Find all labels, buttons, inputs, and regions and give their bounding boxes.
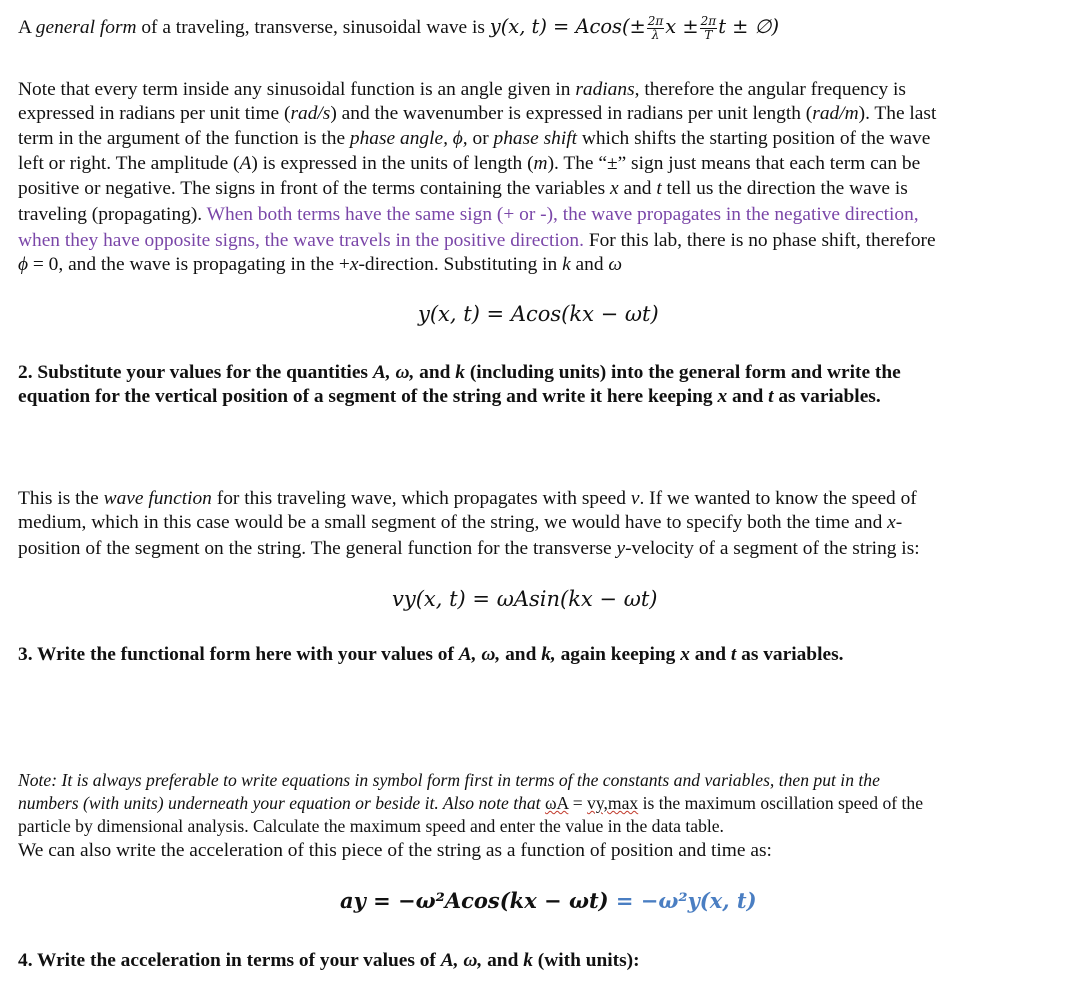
paragraph1-line7: when they have opposite signs, the wave travels in the positive direction. For this lab, there is no phase shift, therefore (18, 230, 936, 251)
velocity-equation: vy(x, t) = ωAsin(kx − ωt) (392, 587, 658, 611)
general-form-term: general form (35, 17, 137, 38)
paragraph1-line6: traveling (propagating). When both terms have the same sign (+ or -), the wave propagates in the negative direction, (18, 204, 919, 225)
wave-function-equation: y(x, t) = Acos(kx − ωt) (418, 302, 659, 326)
question2-line2: equation for the vertical position of a segment of the string and write it here keeping x and t as variables. (18, 386, 881, 407)
acceleration-equation: ay = −ω²Acos(kx − ωt) = −ω²y(x, t) (340, 888, 757, 913)
general-formula: y(x, t) = Acos(± $\frac{2\pi}{\lambda}$ x ± $\frac{2\pi}{T}$ t ± ∅) (489, 13, 780, 42)
paragraph2-line3: position of the segment on the string. The general function for the transverse y-velocity of a segment of the string is: (18, 538, 920, 559)
fraction-2pi-lambda: $\frac{2\pi}{\lambda}$ (647, 13, 664, 42)
paragraph1-line1: Note that every term inside any sinusoidal function is an angle given in radians, therefore the angular frequency is (18, 79, 906, 100)
paragraph1-line8: ϕ = 0, and the wave is propagating in the +x-direction. Substituting in k and ω (18, 254, 623, 275)
paragraph2-line1: This is the wave function for this traveling wave, which propagates with speed v. If we wanted to know the speed of (18, 488, 917, 509)
note-line4: We can also write the acceleration of this piece of the string as a function of position and time as: (18, 840, 772, 861)
paragraph1-line2: expressed in radians per unit time (rad/s) and the wavenumber is expressed in radians per unit length (rad/m). The last (18, 103, 937, 124)
note-line1: Note: It is always preferable to write equations in symbol form first in terms of the constants and variables, then put in the (18, 770, 880, 790)
question2-line1: 2. Substitute your values for the quantities A, ω, and k (including units) into the general form and write the (18, 362, 901, 383)
note-line3: particle by dimensional analysis. Calculate the maximum speed and enter the value in the data table. (18, 816, 724, 836)
paragraph2-line2: medium, which in this case would be a small segment of the string, we would have to specify both the time and x- (18, 512, 903, 533)
fraction-2pi-T: $\frac{2\pi}{T}$ (700, 13, 717, 42)
question4-line1: 4. Write the acceleration in terms of your values of A, ω, and k (with units): (18, 950, 640, 971)
direction-rule-highlight: When both terms have the same sign (+ or -), the wave propagates in the negative direction, (206, 204, 919, 225)
paragraph1-line5: positive or negative. The signs in front of the terms containing the variables x and t tell us the direction the wave is (18, 178, 908, 199)
paragraph1-line3: term in the argument of the function is the phase angle, ϕ, or phase shift which shifts the starting position of the wave (18, 128, 931, 149)
intro-line: A general form of a traveling, transverse, sinusoidal wave is y(x, t) = Acos(± $\frac{2\pi}{\lambda}$ x ± $\frac{2\pi}{T}$ t ± ∅) (18, 13, 780, 42)
question3-line1: 3. Write the functional form here with your values of A, ω, and k, again keeping x and t as variables. (18, 644, 844, 665)
note-line2: numbers (with units) underneath your equation or beside it. Also note that ωA = vy,max is the maximum oscillation speed of the (18, 793, 924, 813)
acceleration-equation-extra: = −ω²y(x, t) (608, 888, 757, 913)
paragraph1-line4: left or right. The amplitude (A) is expressed in the units of length (m). The “±” sign just means that each term can be (18, 153, 921, 174)
